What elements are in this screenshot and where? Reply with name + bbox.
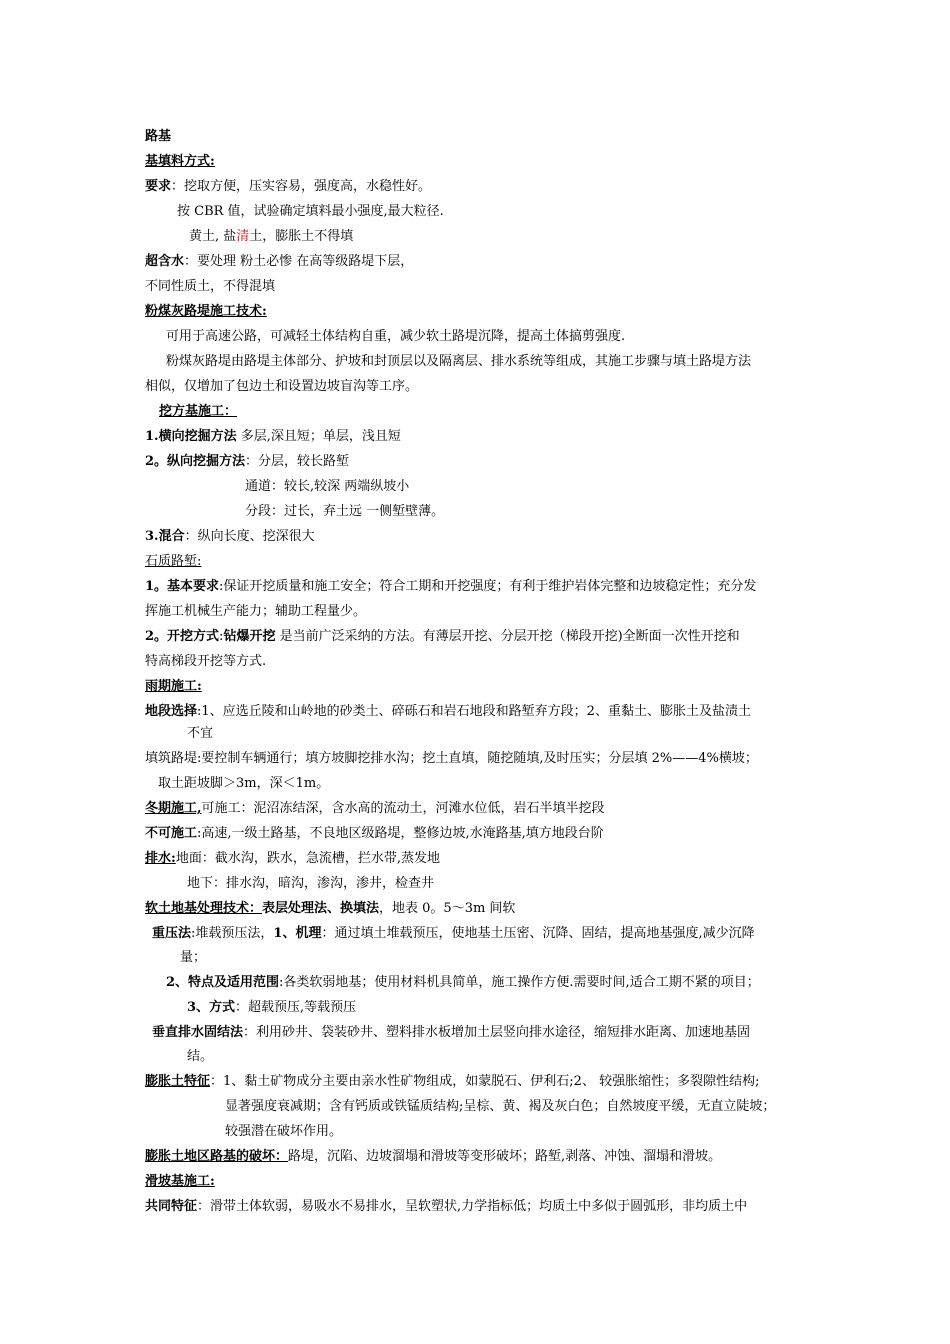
winter-no-line xyxy=(145,825,604,843)
section-heading-landslide: 滑坡基施工: xyxy=(145,1174,215,1189)
section-heading-cut: 挖方基施工： xyxy=(159,404,238,419)
text: :各类软弱地基；使用材料机具简单，施工操作方便.需要时间,适合工期不紧的项目； xyxy=(279,975,760,990)
soft-preload-cont: 量； xyxy=(180,950,207,965)
text: 可施工：泥沼冻结深，含水高的流动土，河滩水位低，岩石半填半挖段 xyxy=(201,801,605,816)
text: ：纵向长度、挖深很大 xyxy=(184,529,315,544)
label: 共同特征 xyxy=(145,1199,198,1214)
soft-vertical-cont: 结。 xyxy=(187,1049,214,1064)
label: 表层处理法、换填法 xyxy=(262,901,380,916)
fill-soil-line xyxy=(189,228,353,246)
expansive-line-3: 较强潜在破坏作用。 xyxy=(225,1124,343,1139)
label: 2。开挖方式 xyxy=(145,629,220,644)
section-heading-expansive: 膨胀土特征 xyxy=(145,1074,211,1089)
soft-soil-line xyxy=(145,900,515,918)
flyash-para-2-cont: 相似，仅增加了包边土和设置边坡盲沟等工序。 xyxy=(145,379,419,394)
label: 垂直排水固结法 xyxy=(152,1025,244,1040)
text: ：分层，较长路堑 xyxy=(245,454,350,469)
rain-site-selection xyxy=(145,703,751,721)
cut-method-1 xyxy=(145,428,401,446)
label: 要求 xyxy=(145,179,172,194)
rock-basic-req-cont: 挥施工机械生产能力；辅助工程量少。 xyxy=(145,604,367,619)
text: ：挖取方便，压实容易，强度高，水稳性好。 xyxy=(171,179,432,194)
label: 3.混合 xyxy=(145,529,185,544)
text: 地面：截水沟，跌水，急流槽，拦水带,蒸发地 xyxy=(175,851,440,866)
cut-method-2-sub2: 分段：过长，弃土远 一侧堑壁薄。 xyxy=(245,504,445,519)
text: 多层,深且短；单层，浅且短 xyxy=(236,429,401,444)
text: ：1、黏土矿物成分主要由亲水性矿物组成，如蒙脱石、伊利石;2、 较强胀缩性；多裂隙性结构; xyxy=(210,1074,760,1089)
fill-water-line xyxy=(145,253,413,271)
rain-fill-embankment-cont: 取土距坡脚＞3m，深＜1m。 xyxy=(158,776,330,791)
text: ：利用砂井、袋装砂井、塑料排水板增加土层竖向排水途径，缩短排水距离、加速地基固 xyxy=(243,1025,751,1040)
label: 2、特点及适用范围 xyxy=(166,975,280,990)
label: 2。纵向挖掘方法 xyxy=(145,454,246,469)
section-heading-damage: 膨胀土地区路基的破坏： xyxy=(145,1149,289,1164)
fill-mix-line: 不同性质土，不得混填 xyxy=(145,279,276,294)
label: 钻爆开挖 xyxy=(223,629,276,644)
soft-preload-line xyxy=(152,925,755,943)
text: ：要处理 粉土必惨 在高等级路堤下层， xyxy=(184,254,414,269)
label: 超含水 xyxy=(145,254,185,269)
expansive-damage-line xyxy=(145,1148,721,1166)
label: 地段选择 xyxy=(145,704,198,719)
cut-method-3 xyxy=(145,528,315,546)
text: :保证开挖质量和施工安全；符合工期和开挖强度；有利于维护岩体完整和边坡稳定性；充分发 xyxy=(219,579,757,594)
landslide-common-line xyxy=(145,1198,747,1216)
label: 3、方式 xyxy=(187,1000,236,1015)
text: 路堤，沉陷、边坡溜塌和滑坡等变形破坏；路堑,剥落、冲蚀、溜塌和滑坡。 xyxy=(288,1149,722,1164)
text: ：超载预压,等载预压 xyxy=(235,1000,357,1015)
cut-method-2 xyxy=(145,453,349,471)
text: :1、应选丘陵和山岭地的砂类土、碎砾石和岩石地段和路堑弃方段；2、重黏土、膨胀土及盐渍土 xyxy=(197,704,751,719)
soft-vertical-line xyxy=(152,1024,750,1042)
winter-line xyxy=(145,800,605,818)
text: 是当前广泛采纳的方法。有薄层开挖、分层开挖（梯段开挖)全断面一次性开挖和 xyxy=(275,629,740,644)
rock-basic-req xyxy=(145,578,756,596)
drain-underground: 地下：排水沟，暗沟，渗沟，渗井，检查井 xyxy=(187,876,435,891)
drain-line xyxy=(145,850,440,868)
label: 重压法 xyxy=(152,926,192,941)
label: 不可施工 xyxy=(145,826,198,841)
text: :堆载预压法， xyxy=(191,926,274,941)
highlight-text: 清 xyxy=(236,229,250,244)
rock-excavation xyxy=(145,628,740,646)
text: : xyxy=(219,629,224,644)
text: ，地表 0。5～3m 间软 xyxy=(379,901,516,916)
section-heading-drain: 排水: xyxy=(145,851,176,866)
soft-feature-line xyxy=(166,974,760,992)
section-heading-fill: 基填料方式: xyxy=(145,154,215,169)
expansive-line-1 xyxy=(145,1073,759,1091)
rock-excavation-cont: 特高梯段开挖等方式. xyxy=(145,654,267,669)
rain-site-selection-cont: 不宜 xyxy=(187,726,214,741)
text: 土，膨胀土不得填 xyxy=(249,229,354,244)
rain-fill-embankment: 填筑路堤:要控制车辆通行；填方坡脚挖排水沟；挖土直填，随挖随填,及时压实；分层填 2%——4%横坡； xyxy=(145,751,758,766)
label: 1、机理 xyxy=(273,926,322,941)
fill-requirement-line xyxy=(145,178,431,196)
section-heading-rock: 石质路堑: xyxy=(145,554,202,569)
soft-method-line xyxy=(187,999,356,1017)
section-heading-flyash: 粉煤灰路堤施工技术: xyxy=(145,304,267,319)
flyash-para-1: 可用于高速公路，可减轻土体结构自重，减少软土路堤沉降，提高土体搞剪强度. xyxy=(166,329,626,344)
fill-cbr-line: 按 CBR 值，试验确定填料最小强度,最大粒径. xyxy=(177,204,444,219)
page-title: 路基 xyxy=(145,129,172,144)
text: ：滑带土体软弱，易吸水不易排水，呈软塑状,力学指标低；均质土中多似于圆弧形，非均质土中 xyxy=(197,1199,748,1214)
section-heading-winter: 冬期施工, xyxy=(145,801,202,816)
flyash-para-2: 粉煤灰路堤由路堤主体部分、护坡和封顶层以及隔离层、排水系统等组成，其施工步骤与填土路堤方法 xyxy=(166,354,752,369)
section-heading-soft: 软土地基处理技术： xyxy=(145,901,263,916)
cut-method-2-sub1: 通道：较长,较深 两端纵坡小 xyxy=(245,479,410,494)
text: :高速,一级土路基，不良地区级路堤，整修边坡,水淹路基,填方地段台阶 xyxy=(197,826,604,841)
section-heading-rain: 雨期施工: xyxy=(145,679,202,694)
expansive-line-2: 显著强度衰减期；含有钙质或铁锰质结构;呈棕、黄、褐及灰白色；自然坡度平缓，无直立陡坡； xyxy=(225,1099,776,1114)
text: 黄土, 盐 xyxy=(189,229,237,244)
text: ：通过填土堆载预压，使地基土压密、沉降、固结，提高地基强度,减少沉降 xyxy=(321,926,755,941)
label: 1。基本要求 xyxy=(145,579,220,594)
label: 1.横向挖掘方法 xyxy=(145,429,237,444)
